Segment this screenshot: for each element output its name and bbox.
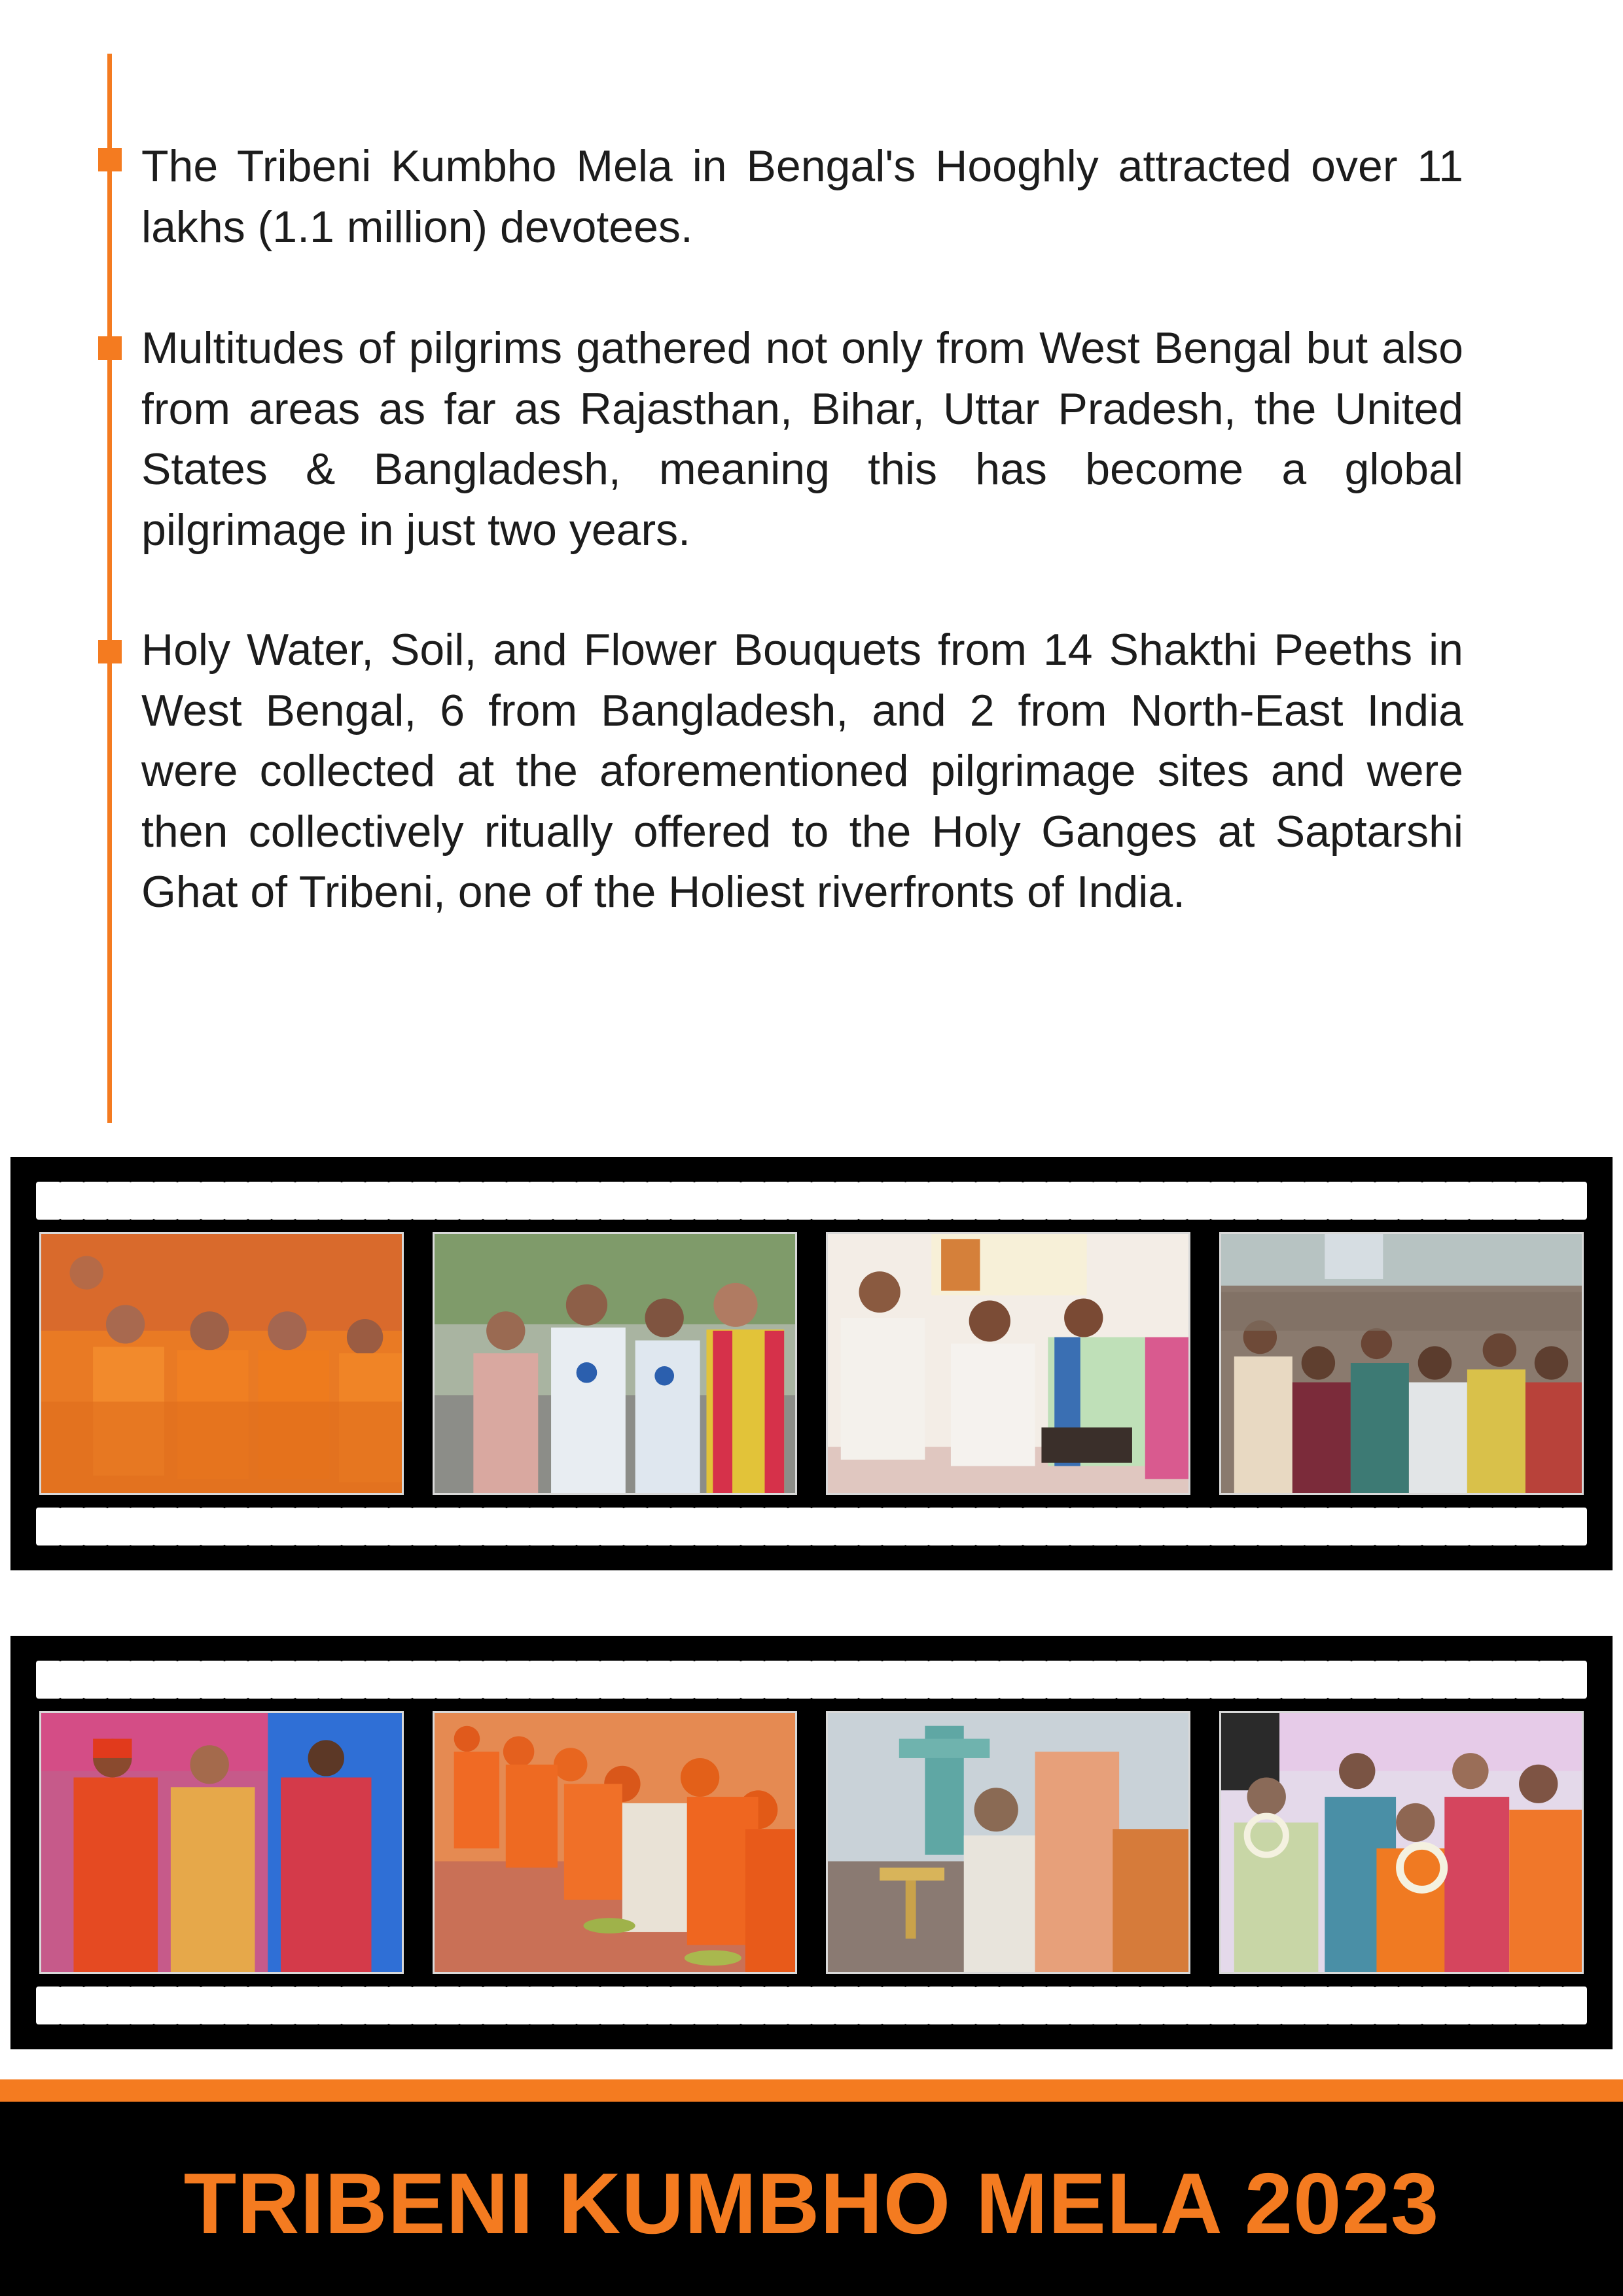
sprocket-hole [107, 1987, 132, 2024]
sprocket-hole [1186, 1508, 1211, 1545]
sprocket-hole [1163, 1987, 1188, 2024]
sprocket-hole [1092, 1182, 1117, 1220]
sprocket-hole [294, 1987, 319, 2024]
sprocket-hole [1186, 1987, 1211, 2024]
sprocket-hole [552, 1182, 577, 1220]
bullet-marker [98, 148, 122, 171]
sprocket-hole [1374, 1987, 1399, 2024]
sprocket-hole [271, 1182, 296, 1220]
sprocket-hole [459, 1661, 484, 1699]
sprocket-hole [1281, 1182, 1306, 1220]
sprocket-hole [975, 1987, 1000, 2024]
sprocket-hole [1022, 1508, 1047, 1545]
bullet-text-holy-water: Holy Water, Soil, and Flower Bouquets from 14 Shakthi Peeths in West Bengal, 6 from Bangladesh, and 2 from North-East India were collected at the aforementioned pilgrimage sites and were then collectively ritually offered to the Holy Ganges at Saptarshi Ghat of Tribeni, one of the Holiest riverfronts of India. [141, 625, 1463, 917]
sprocket-hole [787, 1661, 812, 1699]
sprocket-hole [999, 1182, 1024, 1220]
sprocket-hole [365, 1182, 389, 1220]
sprocket-hole [1022, 1987, 1047, 2024]
sprocket-hole [882, 1182, 906, 1220]
sprocket-hole [1515, 1661, 1540, 1699]
sprocket-hole [1304, 1182, 1329, 1220]
sprocket-hole [1163, 1182, 1188, 1220]
sprocket-hole [506, 1182, 531, 1220]
sprocket-hole [1398, 1182, 1423, 1220]
sprocket-hole [1398, 1508, 1423, 1545]
sprocket-hole [1491, 1661, 1516, 1699]
sprocket-hole [882, 1508, 906, 1545]
sprocket-hole [1022, 1182, 1047, 1220]
sprocket-hole [153, 1987, 178, 2024]
sprocket-hole [670, 1661, 695, 1699]
sprocket-hole [1046, 1661, 1071, 1699]
sprocket-hole [1163, 1508, 1188, 1545]
sprocket-hole [60, 1661, 84, 1699]
sprocket-hole [928, 1661, 953, 1699]
sprocket-hole [975, 1661, 1000, 1699]
sprocket-hole [623, 1182, 648, 1220]
sprocket-hole [811, 1987, 836, 2024]
sprocket-hole [83, 1661, 108, 1699]
sprocket-hole [1351, 1987, 1376, 2024]
sprocket-hole [1539, 1182, 1563, 1220]
sprocket-hole [317, 1508, 342, 1545]
sprocket-hole [952, 1182, 976, 1220]
sprocket-hole [975, 1508, 1000, 1545]
bullet-text-pilgrims: Multitudes of pilgrims gathered not only from West Bengal but also from areas as far as Rajasthan, Bihar, Uttar Pradesh, the United States & Bangladesh, meaning this has become a global pilgrimage in just two years. [141, 323, 1463, 555]
sprocket-hole [1116, 1182, 1141, 1220]
sprocket-hole [647, 1987, 671, 2024]
sprocket-hole [200, 1182, 225, 1220]
sprocket-hole [1469, 1661, 1493, 1699]
sprocket-hole [834, 1987, 859, 2024]
sprocket-hole [1445, 1182, 1470, 1220]
sprocket-hole [247, 1987, 272, 2024]
sprocket-hole [459, 1182, 484, 1220]
sprocket-hole [294, 1182, 319, 1220]
sprocket-hole [1539, 1987, 1563, 2024]
sprocket-hole [36, 1987, 61, 2024]
sprocket-hole [858, 1987, 883, 2024]
sprocket-hole [341, 1987, 366, 2024]
sprocket-hole [999, 1661, 1024, 1699]
sprocket-hole [694, 1987, 719, 2024]
sprocket-hole [294, 1508, 319, 1545]
photo-sadhus-on-stage [39, 1711, 404, 1974]
sprocket-hole [482, 1182, 507, 1220]
sprocket-hole [858, 1182, 883, 1220]
sprocket-hole [365, 1508, 389, 1545]
sprocket-hole [388, 1508, 413, 1545]
sprocket-hole [1304, 1508, 1329, 1545]
sprocket-hole [904, 1987, 929, 2024]
sprocket-hole [1351, 1508, 1376, 1545]
sprocket-hole [529, 1508, 554, 1545]
sprocket-hole [247, 1661, 272, 1699]
sprocket-row [37, 1182, 1586, 1220]
sprocket-hole [83, 1508, 108, 1545]
footer-banner [0, 2102, 1623, 2296]
sprocket-hole [1281, 1508, 1306, 1545]
sprocket-hole [764, 1182, 789, 1220]
sprocket-hole [1234, 1182, 1258, 1220]
sprocket-hole [904, 1508, 929, 1545]
sprocket-hole [740, 1987, 765, 2024]
sprocket-hole [670, 1987, 695, 2024]
sprocket-hole [694, 1661, 719, 1699]
sprocket-hole [1257, 1987, 1282, 2024]
sprocket-hole [1445, 1661, 1470, 1699]
sprocket-hole [1491, 1987, 1516, 2024]
sprocket-hole [717, 1987, 741, 2024]
sprocket-hole [388, 1182, 413, 1220]
sprocket-hole [1374, 1508, 1399, 1545]
orange-divider-bar [0, 2079, 1623, 2102]
sprocket-hole [858, 1661, 883, 1699]
sprocket-hole [482, 1987, 507, 2024]
sprocket-hole [834, 1661, 859, 1699]
sprocket-hole [1327, 1661, 1352, 1699]
sprocket-hole [506, 1987, 531, 2024]
sprocket-hole [717, 1661, 741, 1699]
sprocket-hole [811, 1661, 836, 1699]
sprocket-hole [623, 1508, 648, 1545]
sprocket-hole [1351, 1661, 1376, 1699]
sprocket-hole [1257, 1661, 1282, 1699]
sprocket-hole [200, 1661, 225, 1699]
sprocket-hole [1374, 1661, 1399, 1699]
photo-guests-garlanded [1219, 1711, 1584, 1974]
sprocket-hole [529, 1987, 554, 2024]
bullet-marker [98, 640, 122, 663]
sprocket-hole [928, 1182, 953, 1220]
sprocket-hole [1304, 1987, 1329, 2024]
sprocket-hole [271, 1987, 296, 2024]
sprocket-hole [224, 1182, 249, 1220]
filmstrip-top [10, 1157, 1613, 1570]
sprocket-hole [153, 1182, 178, 1220]
bullet-marker [98, 336, 122, 360]
sprocket-hole [365, 1987, 389, 2024]
sprocket-hole [787, 1987, 812, 2024]
sprocket-hole [1539, 1508, 1563, 1545]
sprocket-hole [1374, 1182, 1399, 1220]
sprocket-hole [1046, 1508, 1071, 1545]
sprocket-hole [552, 1508, 577, 1545]
sprocket-hole [647, 1508, 671, 1545]
sprocket-hole [247, 1182, 272, 1220]
sprocket-hole [1069, 1508, 1094, 1545]
sprocket-hole [1139, 1987, 1164, 2024]
sprocket-hole [1069, 1661, 1094, 1699]
sprocket-hole [153, 1508, 178, 1545]
bullet-text-attendance: The Tribeni Kumbho Mela in Bengal's Hooghly attracted over 11 lakhs (1.1 million) devotees. [141, 141, 1463, 252]
sprocket-hole [694, 1508, 719, 1545]
photo-seated-ceremony [826, 1232, 1190, 1495]
sprocket-hole [670, 1508, 695, 1545]
sprocket-hole [435, 1987, 460, 2024]
sprocket-hole [1116, 1508, 1141, 1545]
photo-guests-with-badges [433, 1232, 797, 1495]
sprocket-hole [482, 1661, 507, 1699]
sprocket-hole [1210, 1661, 1235, 1699]
sprocket-hole [412, 1661, 437, 1699]
sprocket-hole [1469, 1987, 1493, 2024]
sprocket-hole [999, 1508, 1024, 1545]
sprocket-hole [412, 1508, 437, 1545]
sprocket-hole [388, 1987, 413, 2024]
sprocket-hole [623, 1987, 648, 2024]
sprocket-hole [247, 1508, 272, 1545]
sprocket-hole [1562, 1661, 1587, 1699]
sprocket-hole [882, 1987, 906, 2024]
sprocket-row [37, 1661, 1586, 1699]
sprocket-hole [787, 1182, 812, 1220]
sprocket-hole [1304, 1661, 1329, 1699]
photo-monks-garlanded [39, 1232, 404, 1495]
sprocket-hole [130, 1508, 154, 1545]
sprocket-hole [599, 1182, 624, 1220]
sprocket-hole [764, 1508, 789, 1545]
sprocket-hole [623, 1661, 648, 1699]
sprocket-hole [200, 1508, 225, 1545]
sprocket-hole [1210, 1508, 1235, 1545]
sprocket-hole [599, 1508, 624, 1545]
sprocket-hole [1469, 1508, 1493, 1545]
sprocket-hole [647, 1182, 671, 1220]
sprocket-hole [107, 1661, 132, 1699]
sprocket-hole [60, 1508, 84, 1545]
sprocket-hole [1092, 1987, 1117, 2024]
sprocket-hole [599, 1987, 624, 2024]
sprocket-hole [341, 1182, 366, 1220]
sprocket-hole [1421, 1987, 1446, 2024]
sprocket-hole [36, 1508, 61, 1545]
sprocket-hole [1163, 1661, 1188, 1699]
sprocket-hole [1445, 1987, 1470, 2024]
sprocket-hole [1421, 1661, 1446, 1699]
sprocket-hole [552, 1661, 577, 1699]
sprocket-hole [482, 1508, 507, 1545]
sprocket-hole [834, 1182, 859, 1220]
sprocket-hole [576, 1508, 601, 1545]
sprocket-hole [764, 1661, 789, 1699]
sprocket-hole [1515, 1508, 1540, 1545]
sprocket-hole [412, 1987, 437, 2024]
sprocket-hole [694, 1182, 719, 1220]
sprocket-hole [1139, 1661, 1164, 1699]
sprocket-hole [1469, 1182, 1493, 1220]
sprocket-hole [341, 1508, 366, 1545]
photo-crowd-of-devotees [1219, 1232, 1584, 1495]
sprocket-hole [599, 1661, 624, 1699]
sprocket-hole [1046, 1182, 1071, 1220]
sprocket-hole [1539, 1661, 1563, 1699]
sprocket-hole [1327, 1508, 1352, 1545]
sprocket-hole [1210, 1182, 1235, 1220]
sprocket-hole [858, 1508, 883, 1545]
sprocket-hole [1257, 1508, 1282, 1545]
sprocket-hole [36, 1661, 61, 1699]
sprocket-hole [1491, 1508, 1516, 1545]
sprocket-hole [1257, 1182, 1282, 1220]
sprocket-hole [576, 1987, 601, 2024]
sprocket-hole [952, 1661, 976, 1699]
sprocket-hole [952, 1508, 976, 1545]
sprocket-hole [1069, 1987, 1094, 2024]
sprocket-hole [200, 1987, 225, 2024]
sprocket-hole [1421, 1182, 1446, 1220]
sprocket-hole [130, 1182, 154, 1220]
sprocket-hole [1327, 1987, 1352, 2024]
sprocket-hole [107, 1508, 132, 1545]
sprocket-hole [740, 1508, 765, 1545]
sprocket-hole [904, 1661, 929, 1699]
sprocket-hole [1069, 1182, 1094, 1220]
sprocket-hole [1491, 1182, 1516, 1220]
sprocket-hole [928, 1987, 953, 2024]
sprocket-hole [60, 1182, 84, 1220]
bullet-list [0, 0, 1623, 1112]
sprocket-hole [294, 1661, 319, 1699]
sprocket-hole [952, 1987, 976, 2024]
sprocket-hole [1327, 1182, 1352, 1220]
sprocket-hole [834, 1508, 859, 1545]
sprocket-hole [1562, 1508, 1587, 1545]
sprocket-row [37, 1987, 1586, 2024]
sprocket-hole [1421, 1508, 1446, 1545]
sprocket-hole [1445, 1508, 1470, 1545]
sprocket-hole [787, 1508, 812, 1545]
sprocket-hole [882, 1661, 906, 1699]
sprocket-hole [153, 1661, 178, 1699]
sprocket-hole [1092, 1508, 1117, 1545]
sprocket-hole [1234, 1508, 1258, 1545]
sprocket-hole [1351, 1182, 1376, 1220]
sprocket-hole [107, 1182, 132, 1220]
sprocket-hole [271, 1661, 296, 1699]
sprocket-hole [811, 1182, 836, 1220]
sprocket-hole [1210, 1987, 1235, 2024]
sprocket-hole [1139, 1182, 1164, 1220]
sprocket-hole [529, 1182, 554, 1220]
sprocket-hole [1398, 1661, 1423, 1699]
sprocket-hole [224, 1661, 249, 1699]
sprocket-hole [1281, 1987, 1306, 2024]
sprocket-hole [459, 1987, 484, 2024]
sprocket-hole [365, 1661, 389, 1699]
sprocket-hole [130, 1987, 154, 2024]
sprocket-hole [999, 1987, 1024, 2024]
sprocket-hole [224, 1987, 249, 2024]
sprocket-hole [1186, 1661, 1211, 1699]
photo-sadhus-eating [433, 1711, 797, 1974]
sprocket-hole [764, 1987, 789, 2024]
sprocket-hole [1515, 1987, 1540, 2024]
sprocket-hole [1234, 1987, 1258, 2024]
sprocket-hole [60, 1987, 84, 2024]
sprocket-hole [130, 1661, 154, 1699]
sprocket-hole [1515, 1182, 1540, 1220]
sprocket-hole [975, 1182, 1000, 1220]
sprocket-hole [412, 1182, 437, 1220]
photo-aarti-ritual [826, 1711, 1190, 1974]
sprocket-hole [928, 1508, 953, 1545]
sprocket-hole [1234, 1661, 1258, 1699]
sprocket-hole [177, 1182, 202, 1220]
sprocket-hole [36, 1182, 61, 1220]
sprocket-hole [740, 1182, 765, 1220]
sprocket-hole [1116, 1987, 1141, 2024]
sprocket-hole [1186, 1182, 1211, 1220]
sprocket-hole [1562, 1182, 1587, 1220]
sprocket-hole [83, 1987, 108, 2024]
sprocket-hole [1281, 1661, 1306, 1699]
sprocket-hole [177, 1661, 202, 1699]
sprocket-hole [1116, 1661, 1141, 1699]
sprocket-hole [1046, 1987, 1071, 2024]
sprocket-hole [904, 1182, 929, 1220]
sprocket-hole [435, 1661, 460, 1699]
footer-title: TRIBENI KUMBHO MELA 2023 [183, 2155, 1440, 2252]
sprocket-hole [811, 1508, 836, 1545]
sprocket-hole [224, 1508, 249, 1545]
sprocket-row [37, 1508, 1586, 1545]
sprocket-hole [317, 1182, 342, 1220]
sprocket-hole [459, 1508, 484, 1545]
sprocket-hole [1139, 1508, 1164, 1545]
sprocket-hole [1398, 1987, 1423, 2024]
sprocket-hole [1562, 1987, 1587, 2024]
sprocket-hole [83, 1182, 108, 1220]
sprocket-hole [435, 1508, 460, 1545]
sprocket-hole [317, 1661, 342, 1699]
sprocket-hole [435, 1182, 460, 1220]
sprocket-hole [529, 1661, 554, 1699]
sprocket-hole [506, 1508, 531, 1545]
sprocket-hole [1092, 1661, 1117, 1699]
sprocket-hole [717, 1182, 741, 1220]
sprocket-hole [670, 1182, 695, 1220]
sprocket-hole [717, 1508, 741, 1545]
sprocket-hole [647, 1661, 671, 1699]
sprocket-hole [506, 1661, 531, 1699]
sprocket-hole [388, 1661, 413, 1699]
sprocket-hole [576, 1661, 601, 1699]
sprocket-hole [576, 1182, 601, 1220]
sprocket-hole [177, 1987, 202, 2024]
sprocket-hole [271, 1508, 296, 1545]
sprocket-hole [552, 1987, 577, 2024]
sprocket-hole [1022, 1661, 1047, 1699]
sprocket-hole [740, 1661, 765, 1699]
sprocket-hole [341, 1661, 366, 1699]
filmstrip-bottom [10, 1636, 1613, 2049]
sprocket-hole [317, 1987, 342, 2024]
sprocket-hole [177, 1508, 202, 1545]
